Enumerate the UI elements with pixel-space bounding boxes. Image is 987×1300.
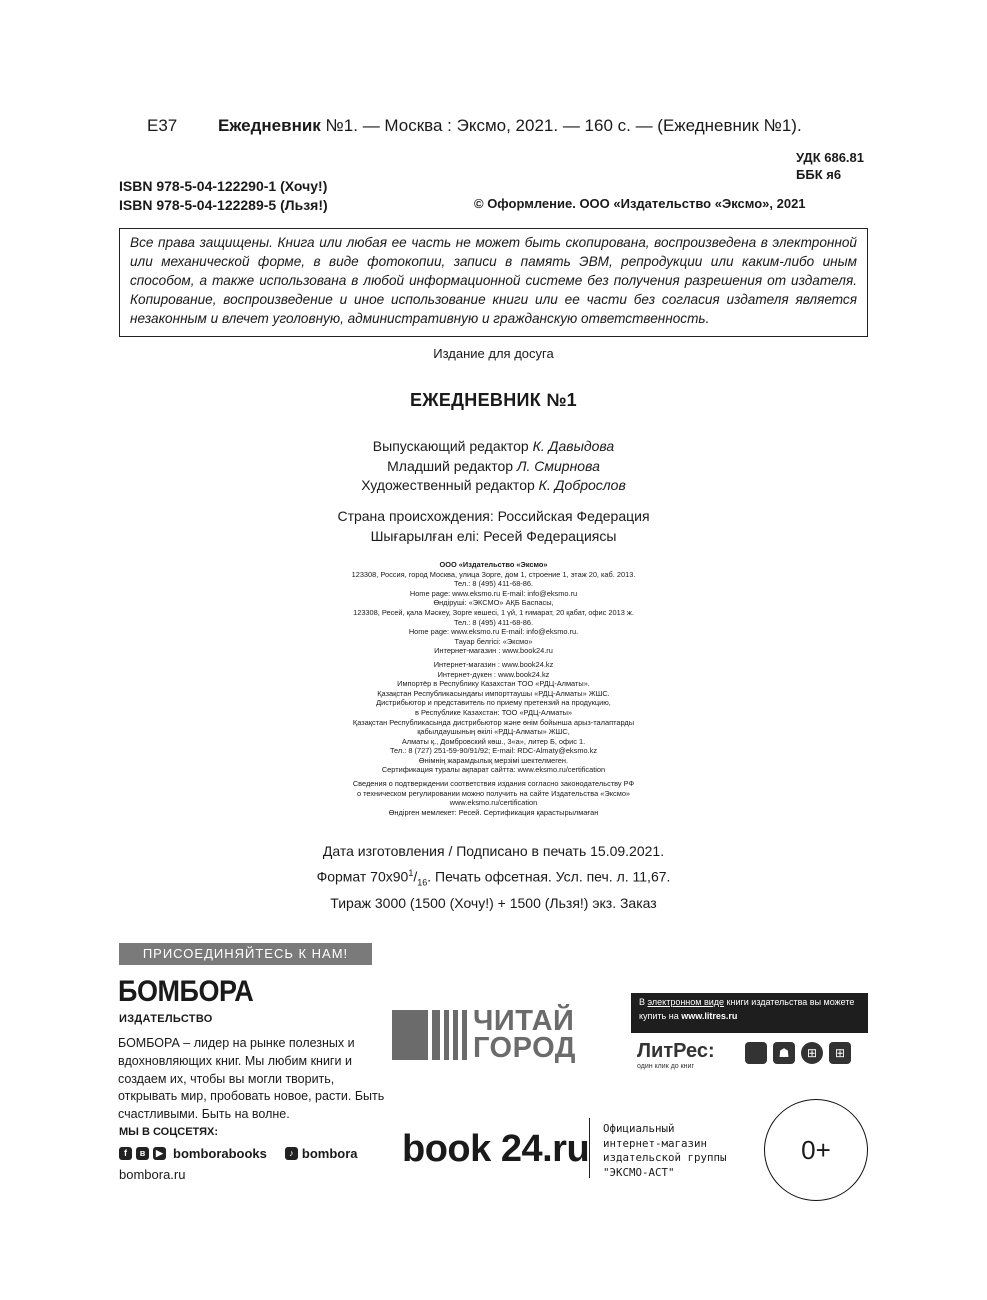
country-line: Страна происхождения: Российская Федерация bbox=[337, 508, 650, 524]
windows-icon: ⊞ bbox=[829, 1042, 851, 1064]
imprint-line: Тел.: 8 (495) 411-68-86. bbox=[453, 617, 534, 627]
social-title: МЫ В СОЦСЕТЯХ: bbox=[119, 1126, 219, 1138]
age-rating-badge: 0+ bbox=[764, 1099, 868, 1201]
apple-icon bbox=[745, 1042, 767, 1064]
editor-role: Младший редактор bbox=[387, 457, 514, 474]
catalog-code: Е37 bbox=[147, 116, 178, 135]
imprint-line: Home page: www.eksmo.ru E-mail: info@eksmo.ru bbox=[409, 588, 578, 598]
isbn-line: ISBN 978-5-04-122290-1 (Хочу!) bbox=[119, 178, 328, 194]
book-title: ЕЖЕДНЕВНИК №1 bbox=[409, 390, 577, 410]
imprint-line: Тел.: 8 (495) 411-68-86. bbox=[453, 579, 534, 589]
bombora-logo-subtitle: ИЗДАТЕЛЬСТВО bbox=[119, 1013, 213, 1025]
classification-codes bbox=[796, 149, 864, 183]
bombora-site-link[interactable]: bombora.ru bbox=[119, 1167, 186, 1182]
book24-description: Официальный интернет-магазин издательской группы "ЭКСМО-АСТ" bbox=[603, 1122, 727, 1179]
book24-logo: book 24.ru bbox=[402, 1128, 590, 1170]
print-run: Тираж 3000 (1500 (Хочу!) + 1500 (Льзя!) экз. Заказ bbox=[330, 895, 657, 912]
divider bbox=[589, 1118, 590, 1178]
isbn-block bbox=[119, 177, 328, 215]
biblio-rest: №1. — Москва : Эксмо, 2021. — 160 с. — (Ежедневник №1). bbox=[320, 116, 802, 135]
editor-name: К. Давыдова bbox=[532, 438, 615, 454]
youtube-icon[interactable]: ▶ bbox=[153, 1147, 166, 1160]
litres-logo: ЛитРес: bbox=[637, 1040, 715, 1062]
imprint-line: Қазақстан Республикасында дистрибьютор және өнім бойынша арыз-талаптарды bbox=[352, 717, 635, 727]
join-us-banner: ПРИСОЕДИНЯЙТЕСЬ К НАМ! bbox=[119, 943, 372, 965]
publisher-imprint bbox=[0, 560, 987, 817]
print-format: Формат $70x90^1/_{16}$. Печать офсетная. Усл. печ. л. 11,67. bbox=[316, 867, 671, 887]
biblio-title: Ежедневник bbox=[218, 116, 321, 135]
country-line: Шығарылған елі: Ресей Федерациясы bbox=[370, 528, 617, 544]
imprint-line: в Республике Казахстан: ТОО «РДЦ-Алматы» bbox=[414, 707, 573, 717]
imprint-line: 123308, Россия, город Москва, улица Зорге, дом 1, строение 1, этаж 20, каб. 2013. bbox=[351, 569, 636, 579]
print-date: Дата изготовления / Подписано в печать 15.09.2021. bbox=[322, 843, 665, 859]
tiktok-icon[interactable]: ♪ bbox=[285, 1147, 298, 1160]
imprint-line: Дистрибьютор и представитель по приему претензий на продукцию, bbox=[376, 698, 611, 708]
imprint-line: www.eksmo.ru/certification bbox=[449, 798, 538, 808]
chitai-gorod-logo bbox=[392, 1005, 576, 1064]
imprint-line: Өнімнің жарамдылық мерзімі шектелмеген. bbox=[418, 755, 569, 765]
bombora-logo: БОМБОРА bbox=[118, 975, 254, 1008]
imprint-line: Импортёр в Республику Казахстан ТОО «РДЦ-Алматы». bbox=[397, 679, 590, 689]
imprint-line: 123308, Ресей, қала Мәскеу, Зорге көшесі, 1 үй, 1 ғимарат, 20 қабат, офис 2013 ж. bbox=[353, 607, 634, 617]
chitai-gorod-text: ЧИТАЙ ГОРОД bbox=[473, 1005, 576, 1064]
imprint-line: Тел.: 8 (727) 251-59-90/91/92; E-mail: RDC-Almaty@eksmo.kz bbox=[389, 746, 598, 756]
facebook-icon[interactable]: f bbox=[119, 1147, 132, 1160]
country-of-origin bbox=[0, 506, 987, 546]
windows-phone-icon: ⊞ bbox=[801, 1042, 823, 1064]
editor-role: Художественный редактор bbox=[361, 477, 535, 493]
imprint-line: Интернет-магазин : www.book24.kz bbox=[433, 659, 554, 669]
editor-line bbox=[0, 457, 987, 477]
edition-type: Издание для досуга bbox=[433, 346, 554, 361]
editor-name: К. Доброслов bbox=[538, 477, 626, 493]
udk-code: УДК 686.81 bbox=[796, 150, 864, 165]
imprint-line: Өндірген мемлекет: Ресей. Сертификация қарастырылмаған bbox=[388, 807, 599, 817]
platform-icons bbox=[745, 1042, 851, 1064]
bbk-code: ББК я6 bbox=[796, 167, 842, 182]
imprint-line: Тауар белгісі: «Эксмо» bbox=[454, 636, 533, 646]
print-details bbox=[0, 841, 987, 915]
vk-icon[interactable]: в bbox=[136, 1147, 149, 1160]
bombora-description: БОМБОРА – лидер на рынке полезных и вдохновляющих книг. Мы любим книги и создаем их, чтобы вы могли творить, открывать мир, пробовать новое, расти. Быть счастливыми. Быть на волне. bbox=[118, 1036, 385, 1122]
imprint-line: Сведения о подтверждении соответствия издания согласно законодательству РФ bbox=[352, 779, 635, 789]
imprint-line: Алматы қ., Домбровский көш., 3«а», литер Б, офис 1. bbox=[401, 736, 586, 746]
editors-list bbox=[0, 437, 987, 496]
imprint-line: Сертификация туралы ақпарат сайтта: www.eksmo.ru/certification bbox=[381, 765, 606, 775]
litres-banner: В электронном виде книги издательства вы можете купить на www.litres.ru bbox=[631, 993, 868, 1033]
imprint-line: Home page: www.eksmo.ru E-mail: info@eksmo.ru. bbox=[408, 627, 579, 637]
editor-line bbox=[0, 437, 987, 457]
editor-role: Выпускающий редактор bbox=[372, 438, 529, 454]
litres-tagline: один клик до книг bbox=[637, 1063, 695, 1070]
editor-line bbox=[0, 476, 987, 496]
imprint-line: Өндіруші: «ЭКСМО» АҚБ Баспасы, bbox=[433, 598, 554, 608]
copyright-line: © Оформление. ООО «Издательство «Эксмо», 2021 bbox=[474, 196, 806, 211]
chitai-gorod-bars-icon bbox=[392, 1010, 467, 1060]
imprint-line: қабылдаушының өкілі «РДЦ-Алматы» ЖШС, bbox=[417, 727, 570, 737]
social-links bbox=[119, 1146, 358, 1161]
editor-name: Л. Смирнова bbox=[516, 457, 600, 474]
imprint-line: Интернет-дүкен : www.book24.kz bbox=[437, 669, 550, 679]
imprint-line: ООО «Издательство «Эксмо» bbox=[439, 560, 548, 569]
imprint-line: о техническом регулировании можно получить на сайте Издательства «Эксмо» bbox=[356, 788, 631, 798]
android-icon: ☗ bbox=[773, 1042, 795, 1064]
imprint-line: Интернет-магазин : www.book24.ru bbox=[434, 646, 553, 656]
isbn-line: ISBN 978-5-04-122289-5 (Льзя!) bbox=[119, 197, 328, 213]
social-handle[interactable]: bomborabooks bbox=[173, 1146, 267, 1161]
bibliographic-record bbox=[218, 116, 802, 136]
social-handle[interactable]: bombora bbox=[301, 1146, 358, 1161]
rights-notice-box: Все права защищены. Книга или любая ее часть не может быть скопирована, воспроизведена в электронной или механической форме, в виде фотокопии, записи в память ЭВМ, репродукции или каким-либо иным способом, а также использована в любой информационной системе без получения разрешения от издателя. Копирование, воспроизведение и иное использование книги или ее части без согласия издателя является незаконным и влечет уголовную, административную и гражданскую ответственность. bbox=[119, 228, 868, 337]
imprint-line: Қазақстан Республикасындағы импорттаушы «РДЦ-Алматы» ЖШС. bbox=[377, 688, 610, 698]
